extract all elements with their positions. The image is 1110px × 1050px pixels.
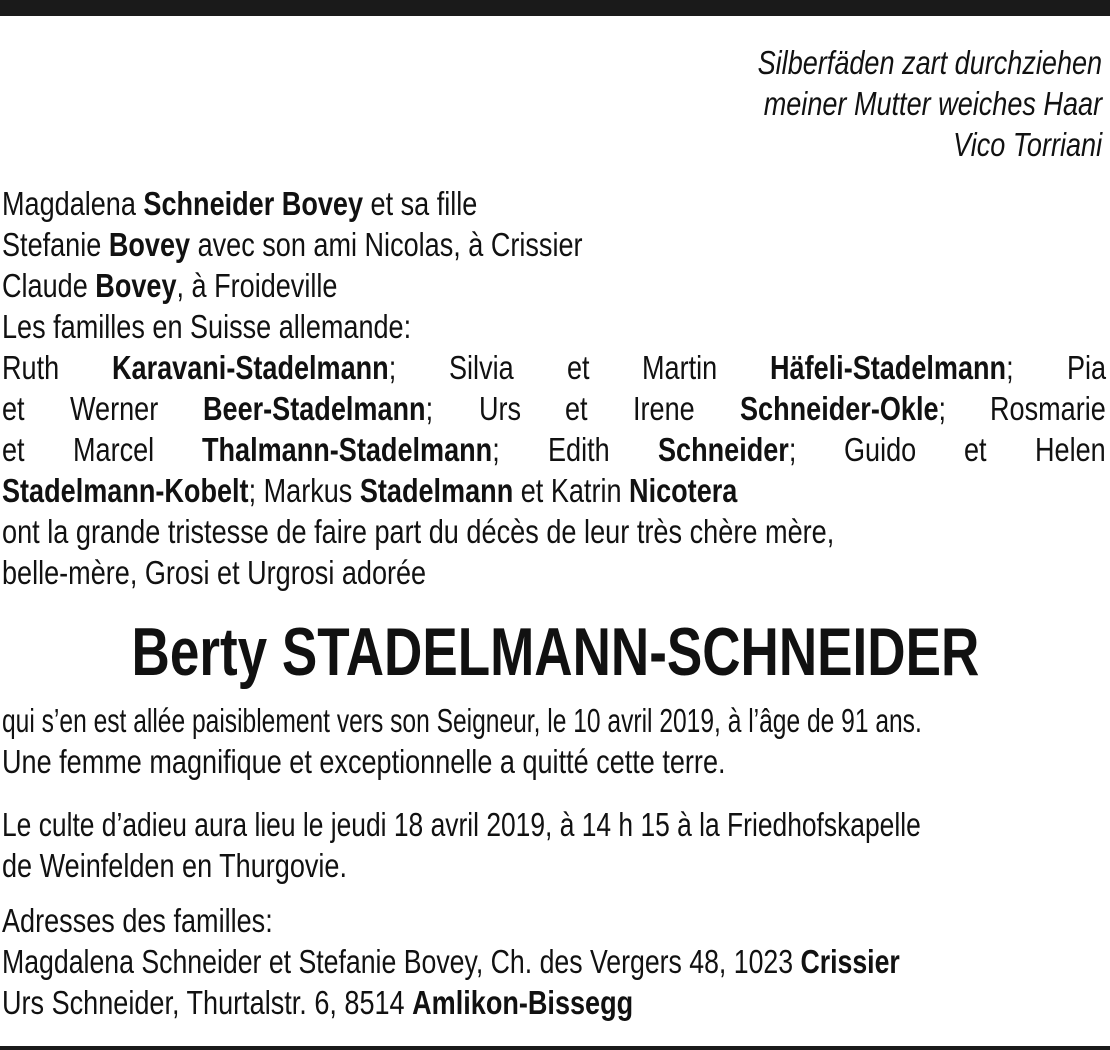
word: Silvia xyxy=(449,349,514,386)
word: et xyxy=(2,431,25,468)
word xyxy=(657,429,796,470)
word xyxy=(739,388,946,429)
family-name: Schneider-Okle xyxy=(739,390,939,427)
family-announcement xyxy=(2,183,1106,593)
family-line-justified xyxy=(2,429,1106,470)
word: Guido xyxy=(844,431,917,468)
passing-line-1: qui s’en est allée paisiblement vers son Seigneur, le 10 avril 2019, à l’âge de 91 ans. xyxy=(2,702,922,739)
address-city: Crissier xyxy=(800,943,900,980)
given-name: Magdalena xyxy=(2,185,144,222)
family-name: Beer-Stadelmann xyxy=(203,390,426,427)
word xyxy=(202,429,500,470)
service-line-1: Le culte d’adieu aura lieu le jeudi 18 avril 2019, à 14 h 15 à la Friedhofskapelle xyxy=(2,806,921,843)
relation-text: avec son ami Nicolas, à Crissier xyxy=(190,226,583,263)
word: Martin xyxy=(642,349,718,386)
word xyxy=(770,347,1015,388)
word: Rosmarie xyxy=(990,390,1107,427)
word: Marcel xyxy=(73,431,155,468)
word: et xyxy=(566,349,590,386)
relation-text: et Katrin xyxy=(513,472,630,509)
address-line-1 xyxy=(2,941,900,982)
punct: ; xyxy=(425,390,434,427)
top-rule xyxy=(0,0,1110,16)
passing-line-2: Une femme magnifique et exceptionnelle a quitté cette terre. xyxy=(2,743,726,780)
family-line-justified xyxy=(2,347,1106,388)
deceased-name-text: Berty STADELMANN-SCHNEIDER xyxy=(131,614,979,690)
bottom-rule xyxy=(0,1046,1110,1050)
family-name: Schneider xyxy=(657,431,789,468)
quote-author: Vico Torriani xyxy=(953,126,1102,163)
family-line-justified xyxy=(2,388,1106,429)
service-notice xyxy=(2,804,1106,886)
punct: ; xyxy=(388,349,397,386)
relation-text: ; Markus xyxy=(248,472,360,509)
address-text: Magdalena Schneider et Stefanie Bovey, Ch. des Vergers 48, 1023 xyxy=(2,943,801,980)
service-line-2: de Weinfelden en Thurgovie. xyxy=(2,847,348,884)
family-addresses xyxy=(2,900,1106,1023)
family-name: Bovey xyxy=(95,267,177,304)
punct: ; xyxy=(1006,349,1015,386)
word xyxy=(112,347,397,388)
punct: ; xyxy=(492,431,500,468)
word: Pia xyxy=(1066,349,1106,386)
announcement-line: ont la grande tristesse de faire part du décès de leur très chère mère, xyxy=(2,513,835,550)
family-line: Les familles en Suisse allemande: xyxy=(2,308,412,345)
deceased-name xyxy=(0,612,1110,692)
word: Urs xyxy=(478,390,521,427)
family-name: Stadelmann-Kobelt xyxy=(2,472,249,509)
word: Edith xyxy=(547,431,610,468)
address-text: Urs Schneider, Thurtalstr. 6, 8514 xyxy=(2,984,413,1021)
given-name: Claude xyxy=(2,267,96,304)
punct: ; xyxy=(938,390,946,427)
family-line xyxy=(2,470,907,511)
punct: ; xyxy=(788,431,796,468)
address-city: Amlikon-Bissegg xyxy=(412,984,634,1021)
relation-text: et sa fille xyxy=(363,185,478,222)
given-name: Stefanie xyxy=(2,226,109,263)
word: Werner xyxy=(69,390,159,427)
word: Ruth xyxy=(2,349,60,386)
word: et xyxy=(565,390,588,427)
quote-line-1: Silberfäden zart durchziehen xyxy=(757,44,1102,81)
word: Irene xyxy=(633,390,695,427)
family-name: Schneider Bovey xyxy=(143,185,364,222)
family-line xyxy=(2,265,907,306)
word: et xyxy=(964,431,987,468)
family-name: Thalmann-Stadelmann xyxy=(202,431,493,468)
family-line xyxy=(2,224,907,265)
addresses-heading: Adresses des familles: xyxy=(2,902,273,939)
word xyxy=(203,388,434,429)
word: Helen xyxy=(1035,431,1107,468)
address-line-2 xyxy=(2,982,907,1023)
family-name: Karavani-Stadelmann xyxy=(112,349,389,386)
family-line xyxy=(2,183,907,224)
family-name: Häfeli-Stadelmann xyxy=(770,349,1007,386)
relation-text: , à Froideville xyxy=(176,267,338,304)
passing-notice xyxy=(2,700,1106,782)
family-name: Stadelmann xyxy=(359,472,514,509)
quote-line-2: meiner Mutter weiches Haar xyxy=(763,85,1102,122)
family-name: Bovey xyxy=(108,226,191,263)
word: et xyxy=(2,390,25,427)
epigraph-quote xyxy=(758,42,1102,165)
family-name: Nicotera xyxy=(629,472,738,509)
announcement-line: belle-mère, Grosi et Urgrosi adorée xyxy=(2,554,427,591)
